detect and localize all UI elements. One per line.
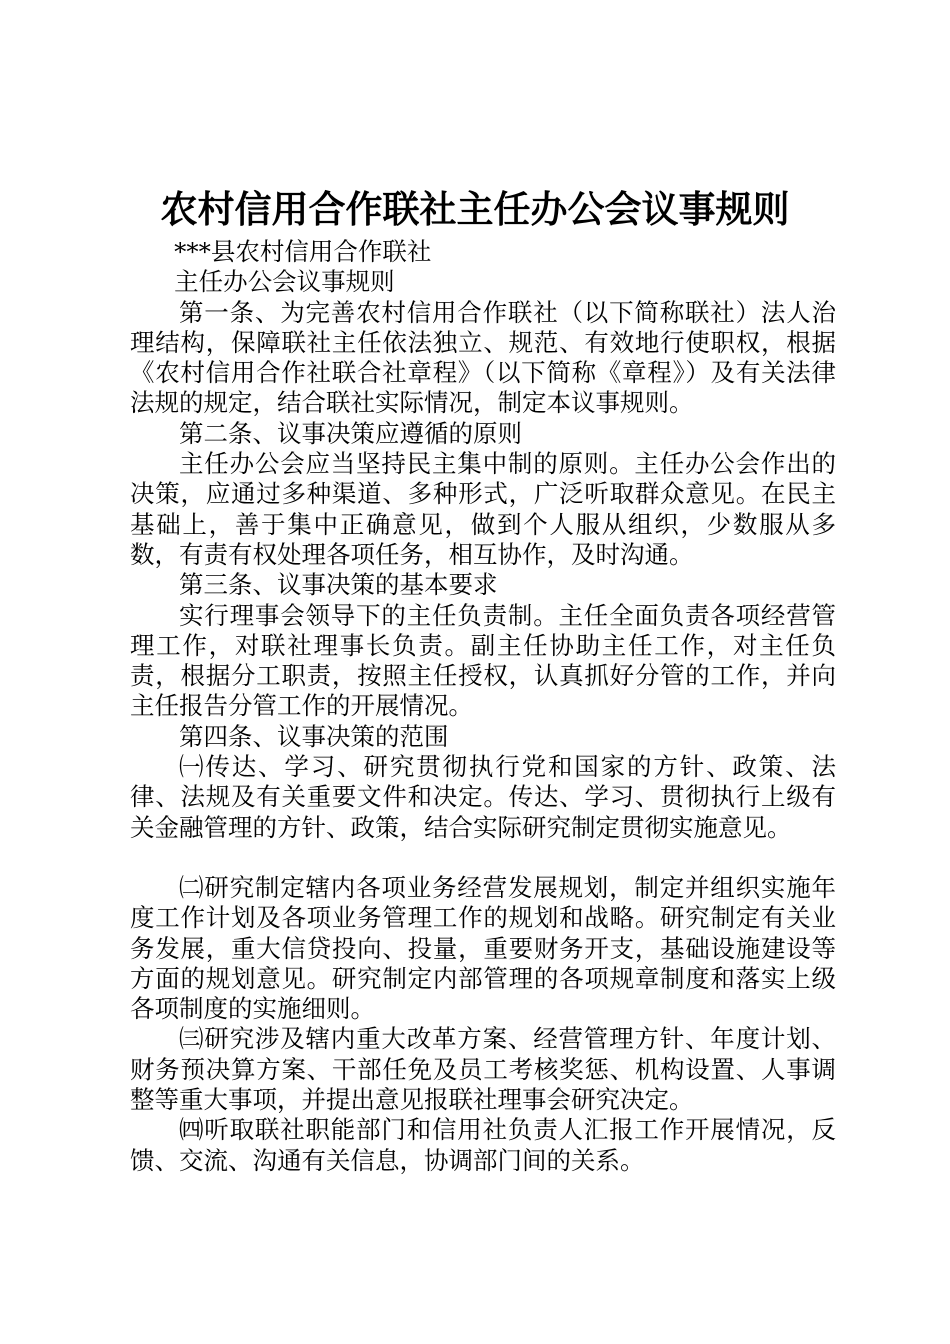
article-1-paragraph: 第一条、为完善农村信用合作联社（以下简称联社）法人治理结构，保障联社主任依法独立、规范、有效地行使职权，根据《农村信用合作社联合社章程》（以下简称《章程》）及有关法律法规的规定，结合联社实际情况，制定本议事规则。 xyxy=(130,297,836,418)
article-4-heading: 第四条、议事决策的范围 xyxy=(179,721,449,751)
article-4-item-4: ㈣听取联社职能部门和信用社负责人汇报工作开展情况，反馈、交流、沟通有关信息，协调部门间的关系。 xyxy=(130,1115,836,1175)
paragraph-gap xyxy=(130,843,836,873)
document-title: 农村信用合作联社主任办公会议事规则 xyxy=(160,187,790,231)
document-body xyxy=(130,237,836,1176)
organization-line: ***县农村信用合作联社 xyxy=(174,237,432,266)
article-4-item-1: ㈠传达、学习、研究贯彻执行党和国家的方针、政策、法律、法规及有关重要文件和决定。传达、学习、贯彻执行上级有关金融管理的方针、政策，结合实际研究制定贯彻实施意见。 xyxy=(130,752,836,842)
subtitle-line: 主任办公会议事规则 xyxy=(174,267,395,297)
article-4-item-3: ㈢研究涉及辖内重大改革方案、经营管理方针、年度计划、财务预决算方案、干部任免及员工考核奖惩、机构设置、人事调整等重大事项，并提出意见报联社理事会研究决定。 xyxy=(130,1024,836,1115)
article-4-item-2: ㈡研究制定辖内各项业务经营发展规划，制定并组织实施年度工作计划及各项业务管理工作的规划和战略。研究制定有关业务发展，重大信贷投向、投量，重要财务开支，基础设施建设等方面的规划意见。研究制定内部管理的各项规章制度和落实上级各项制度的实施细则。 xyxy=(130,872,836,1024)
article-2-heading: 第二条、议事决策应遵循的原则 xyxy=(179,418,522,448)
article-3-paragraph: 实行理事会领导下的主任负责制。主任全面负责各项经营管理工作，对联社理事长负责。副主任协助主任工作，对主任负责，根据分工职责，按照主任授权，认真抓好分管的工作，并向主任报告分管工作的开展情况。 xyxy=(130,600,836,721)
article-2-paragraph: 主任办公会应当坚持民主集中制的原则。主任办公会作出的决策，应通过多种渠道、多种形式，广泛听取群众意见。在民主基础上，善于集中正确意见，做到个人服从组织，少数服从多数，有责有权处理各项任务，相互协作，及时沟通。 xyxy=(130,449,836,569)
article-3-heading: 第三条、议事决策的基本要求 xyxy=(179,570,498,600)
